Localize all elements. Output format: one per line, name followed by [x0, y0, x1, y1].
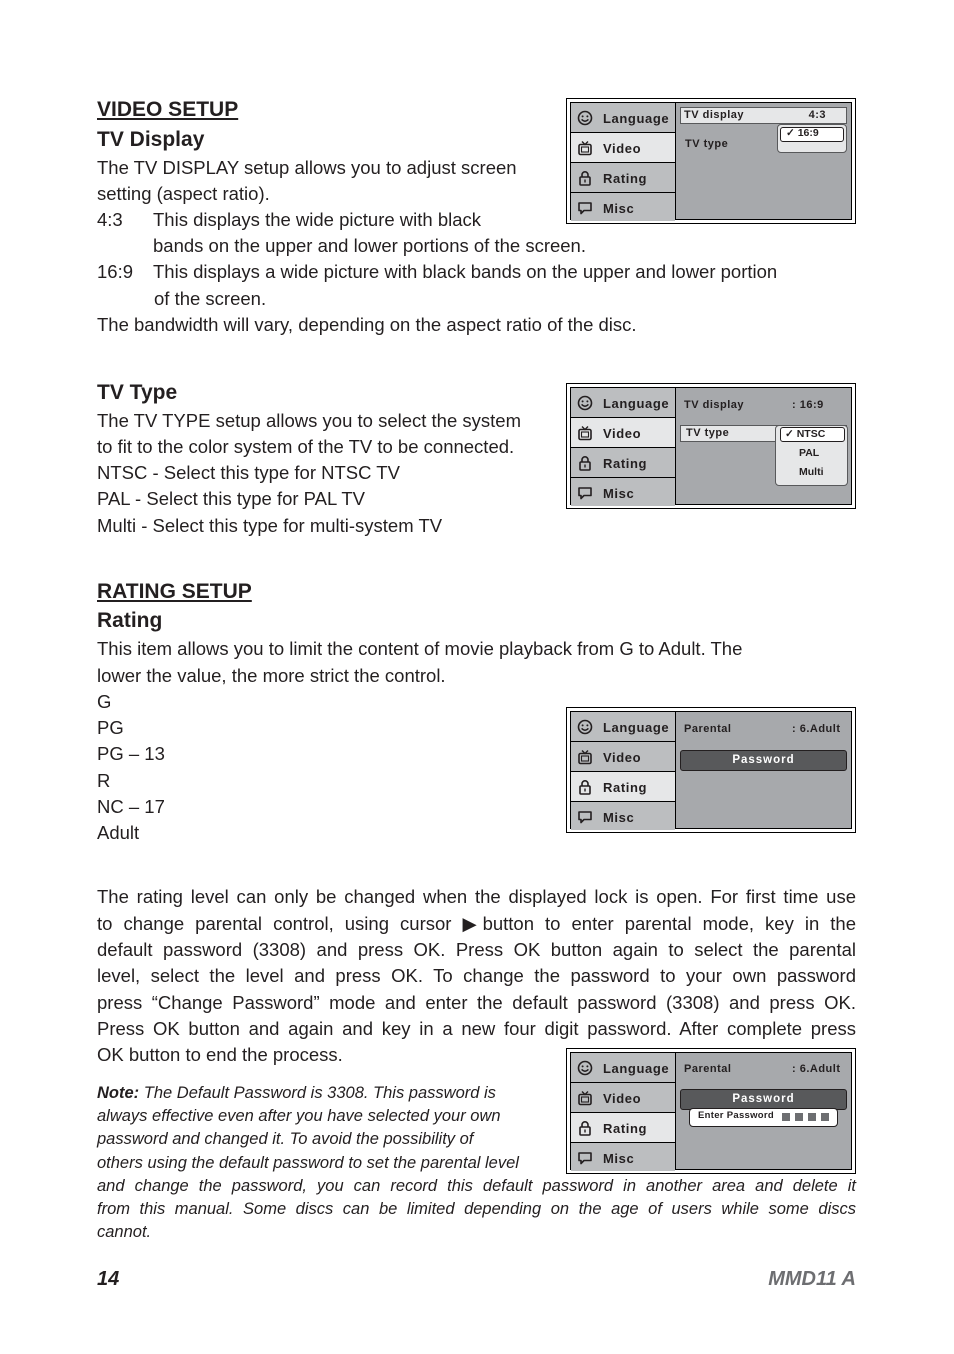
tv-type-option-multi[interactable]: Multi [799, 466, 824, 478]
osd-menu-item-language[interactable] [571, 712, 675, 742]
aspect-169-key: 16:9 [97, 261, 134, 282]
enter-password-field[interactable] [689, 1108, 838, 1127]
tv-type-line-2: to fit to the color system of the TV to be connected. [97, 436, 515, 457]
tv-icon [577, 749, 593, 765]
osd-content-panel [676, 388, 851, 504]
page-number: 14 [97, 1268, 120, 1290]
parental-value: : 6.Adult [792, 1063, 841, 1075]
rating-level: PG – 13 [97, 743, 165, 764]
tv-type-option-pal[interactable]: PAL [799, 447, 820, 459]
tv-display-label: TV display [684, 109, 745, 121]
osd-content-panel [676, 712, 851, 828]
osd-menu-item-rating[interactable] [571, 772, 675, 802]
aspect-169-cont: of the screen. [154, 288, 267, 309]
rating-setup-heading: RATING SETUP [97, 580, 252, 603]
osd-menu-item-language[interactable] [571, 1053, 675, 1083]
osd-menu-item-misc[interactable] [571, 1143, 675, 1171]
note-line: from this manual. Some discs can be limited depending on the age of users while some discs [97, 1200, 856, 1218]
speech-bubble-icon [577, 1150, 593, 1166]
tv-icon [577, 1090, 593, 1106]
osd-menu-label: Misc [603, 1151, 635, 1166]
note-line: cannot. [97, 1223, 152, 1241]
rating-level: NC – 17 [97, 796, 165, 817]
osd-menu-label: Video [603, 1091, 642, 1106]
speech-bubble-icon [577, 200, 593, 216]
lock-icon [577, 779, 593, 795]
osd-menu-sidebar [571, 712, 676, 828]
password-digit-mask [821, 1113, 829, 1121]
osd-menu-sidebar [571, 1053, 676, 1169]
tv-type-menu-screenshot [566, 383, 856, 509]
tv-icon [577, 425, 593, 441]
aspect-dropdown[interactable] [777, 124, 847, 153]
rating-level: Adult [97, 822, 140, 843]
note-line: others using the default password to set the parental level [97, 1154, 519, 1172]
tv-type-dropdown[interactable] [775, 425, 848, 486]
osd-menu-item-video[interactable] [571, 418, 675, 448]
osd-menu-label: Language [603, 720, 670, 735]
parental-value: : 6.Adult [792, 723, 841, 735]
aspect-option-169[interactable]: ✓ 16:9 [786, 127, 819, 139]
enter-password-label: Enter Password [698, 1110, 775, 1121]
note-label: Note: [97, 1084, 140, 1102]
password-digit-mask [795, 1113, 803, 1121]
osd-menu-item-rating[interactable] [571, 1113, 675, 1143]
lock-icon [577, 455, 593, 471]
note-first-line [97, 1082, 496, 1105]
tv-icon [577, 140, 593, 156]
model-name: MMD11 A [768, 1268, 856, 1290]
rating-menu-screenshot [566, 707, 856, 833]
osd-screen [570, 711, 852, 829]
osd-menu-label: Video [603, 426, 642, 441]
password-button[interactable]: Password [680, 1089, 847, 1110]
rating-intro-line-1: This item allows you to limit the content of movie playback from G to Adult. The [97, 638, 743, 659]
rating-paragraph-line-3: default password (3308) and press OK. Press OK button again to select the parental [97, 939, 856, 960]
osd-menu-label: Language [603, 396, 670, 411]
smiley-icon [577, 1060, 593, 1076]
password-digit-mask [782, 1113, 790, 1121]
osd-content-panel [676, 103, 851, 219]
osd-content-panel [676, 1053, 851, 1169]
osd-menu-label: Misc [603, 810, 635, 825]
rating-paragraph-line-1: The rating level can only be changed when the displayed lock is open. For first time use [97, 886, 856, 907]
osd-menu-item-rating[interactable] [571, 163, 675, 193]
speech-bubble-icon [577, 485, 593, 501]
note-line: always effective even after you have selected your own [97, 1107, 501, 1125]
password-button[interactable]: Password [680, 750, 847, 771]
speech-bubble-icon [577, 809, 593, 825]
tv-display-line-2: setting (aspect ratio). [97, 183, 270, 204]
rating-level: PG [97, 717, 124, 738]
aspect-169-text: This displays a wide picture with black bands on the upper and lower portion [153, 261, 778, 282]
tv-type-title: TV Type [97, 381, 178, 404]
osd-menu-item-language[interactable] [571, 103, 675, 133]
parental-label: Parental [684, 1063, 732, 1075]
osd-menu-label: Video [603, 750, 642, 765]
password-menu-screenshot [566, 1048, 856, 1174]
rating-level: G [97, 691, 112, 712]
tv-display-value: : 16:9 [792, 399, 824, 411]
tv-display-title: TV Display [97, 128, 205, 151]
osd-menu-item-misc[interactable] [571, 802, 675, 830]
note-first-text: The Default Password is 3308. This password is [139, 1084, 496, 1102]
osd-menu-item-video[interactable] [571, 133, 675, 163]
tv-type-label: TV type [685, 138, 729, 150]
osd-menu-item-misc[interactable] [571, 478, 675, 506]
note-line: and change the password, you can record this default password in another area and delete it [97, 1177, 856, 1195]
rating-level: R [97, 770, 111, 791]
aspect-43-key: 4:3 [97, 209, 123, 230]
osd-screen [570, 102, 852, 220]
video-setup-heading: VIDEO SETUP [97, 98, 239, 121]
tv-type-line-5: Multi - Select this type for multi-system TV [97, 515, 443, 536]
osd-menu-label: Rating [603, 780, 648, 795]
rating-title: Rating [97, 609, 163, 632]
osd-menu-label: Rating [603, 1121, 648, 1136]
osd-menu-label: Misc [603, 486, 635, 501]
password-digit-mask [808, 1113, 816, 1121]
tv-type-line-3: NTSC - Select this type for NTSC TV [97, 462, 400, 483]
osd-screen [570, 387, 852, 505]
osd-menu-sidebar [571, 388, 676, 504]
osd-menu-item-misc[interactable] [571, 193, 675, 221]
tv-display-menu-screenshot [566, 98, 856, 224]
tv-type-label: TV type [686, 427, 730, 439]
lock-icon [577, 170, 593, 186]
smiley-icon [577, 110, 593, 126]
tv-display-line-1: The TV DISPLAY setup allows you to adjust screen [97, 157, 517, 178]
smiley-icon [577, 395, 593, 411]
rating-paragraph-line-7: OK button to end the process. [97, 1044, 343, 1065]
rating-paragraph-line-4: level, select the level and press OK. To change the password to your own password [97, 965, 856, 986]
osd-screen [570, 1052, 852, 1170]
tv-display-value: 4:3 [808, 109, 826, 121]
tv-type-option-ntsc[interactable]: ✓ NTSC [785, 428, 826, 440]
osd-menu-sidebar [571, 103, 676, 219]
rating-paragraph-line-6: Press OK button and again and key in a new four digit password. After complete press [97, 1018, 856, 1039]
aspect-43-text: This displays the wide picture with black [153, 209, 482, 230]
osd-menu-item-rating[interactable] [571, 448, 675, 478]
osd-menu-item-video[interactable] [571, 742, 675, 772]
smiley-icon [577, 719, 593, 735]
note-line: password and changed it. To avoid the possibility of [97, 1130, 474, 1148]
osd-menu-label: Misc [603, 201, 635, 216]
aspect-43-cont: bands on the upper and lower portions of the screen. [153, 235, 586, 256]
osd-menu-label: Rating [603, 456, 648, 471]
osd-menu-item-video[interactable] [571, 1083, 675, 1113]
osd-menu-item-language[interactable] [571, 388, 675, 418]
osd-menu-label: Language [603, 1061, 670, 1076]
lock-icon [577, 1120, 593, 1136]
tv-type-line-4: PAL - Select this type for PAL TV [97, 488, 366, 509]
osd-menu-label: Video [603, 141, 642, 156]
tv-display-label: TV display [684, 399, 745, 411]
rating-intro-line-2: lower the value, the more strict the control. [97, 665, 446, 686]
parental-label: Parental [684, 723, 732, 735]
osd-menu-label: Rating [603, 171, 648, 186]
rating-paragraph-line-2: to change parental control, using cursor ▶button to enter parental mode, key in the [97, 913, 856, 934]
tv-type-line-1: The TV TYPE setup allows you to select the system [97, 410, 521, 431]
tv-display-row[interactable] [680, 107, 847, 124]
tv-display-closing: The bandwidth will vary, depending on the aspect ratio of the disc. [97, 314, 637, 335]
osd-menu-label: Language [603, 111, 670, 126]
rating-paragraph-line-5: press “Change Password” mode and enter the default password (3308) and press OK. [97, 992, 856, 1013]
